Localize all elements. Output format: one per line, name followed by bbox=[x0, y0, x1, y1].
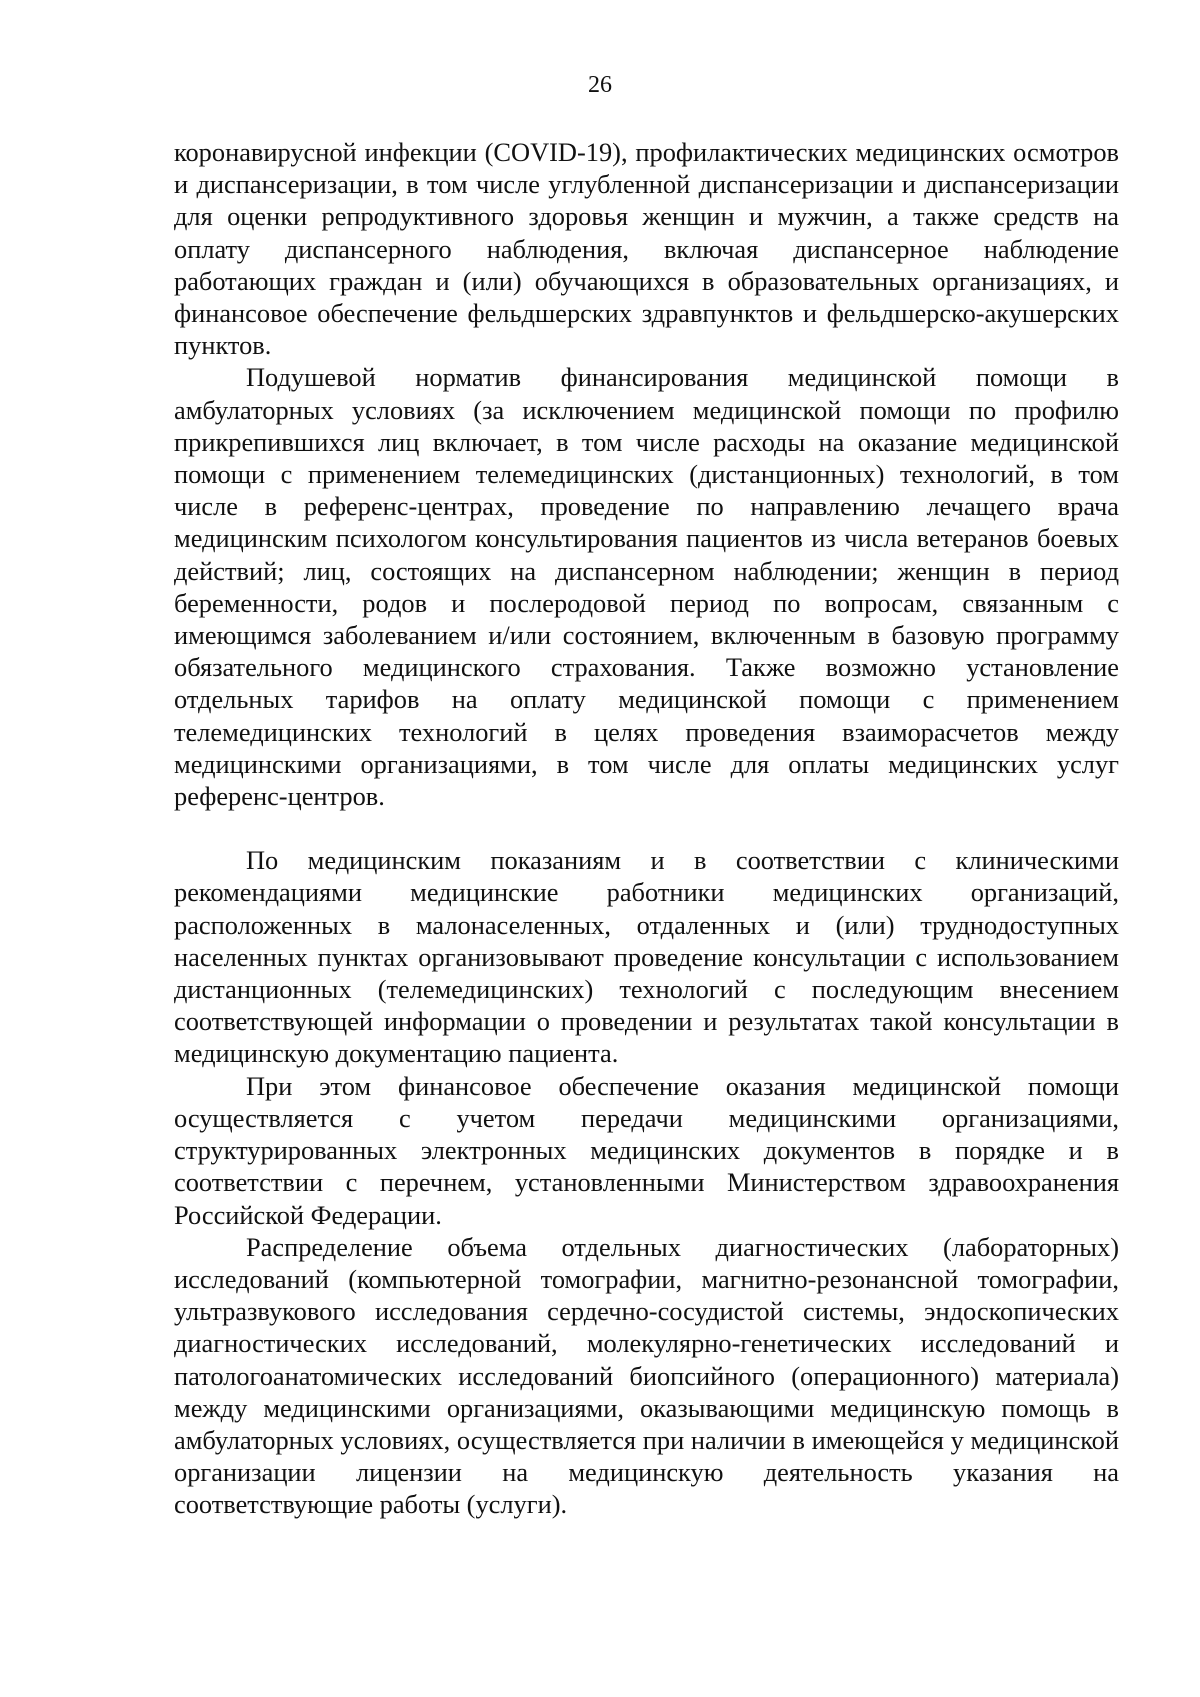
paragraph-capitation-standard: Подушевой норматив финансирования медицинской помощи в амбулаторных условиях (за исключением медицинской помощи по профилю прикрепившихся лиц включает, в том числе расходы на оказание медицинской помощи с применением телемедицинских (дистанционных) технологий, в том числе в референс-центрах, проведение по направлению лечащего врача медицинским психологом консультирования пациентов из числа ветеранов боевых действий; лиц, состоящих на диспансерном наблюдении; женщин в период беременности, родов и послеродовой период по вопросам, связанным с имеющимся заболеванием и/или состоянием, включенным в базовую программу обязательного медицинского страхования. Также возможно установление отдельных тарифов на оплату медицинской помощи с применением телемедицинских технологий в целях проведения взаиморасчетов между медицинскими организациями, в том числе для оплаты медицинских услуг референс-центров. bbox=[174, 362, 1119, 812]
paragraph-diagnostic-distribution: Распределение объема отдельных диагностических (лабораторных) исследований (компьютерной томографии, магнитно-резонансной томографии, ультразвукового исследования сердечно-сосудистой системы, эндоскопических диагностических исследований, молекулярно-генетических исследований и патологоанатомических исследований биопсийного (операционного) материала) между медицинскими организациями, оказывающими медицинскую помощь в амбулаторных условиях, осуществляется при наличии в имеющейся у медицинской организации лицензии на медицинскую деятельность указания на соответствующие работы (услуги). bbox=[174, 1231, 1119, 1520]
document-body bbox=[174, 136, 1119, 1521]
paragraph-telemedicine-consultations: По медицинским показаниям и в соответствии с клиническими рекомендациями медицинские работники медицинских организаций, расположенных в малонаселенных, отдаленных и (или) труднодоступных населенных пунктах организовывают проведение консультации с использованием дистанционных (телемедицинских) технологий с последующим внесением соответствующей информации о проведении и результатах такой консультации в медицинскую документацию пациента. bbox=[174, 845, 1119, 1069]
paragraph-continuation: коронавирусной инфекции (COVID-19), профилактических медицинских осмотров и диспансеризации, в том числе углубленной диспансеризации и диспансеризации для оценки репродуктивного здоровья женщин и мужчин, а также средств на оплату диспансерного наблюдения, включая диспансерное наблюдение работающих граждан и (или) обучающихся в образовательных организациях, и финансовое обеспечение фельдшерских здравпунктов и фельдшерско-акушерских пунктов. bbox=[174, 137, 1119, 361]
paragraph-financial-support: При этом финансовое обеспечение оказания медицинской помощи осуществляется с учетом передачи медицинскими организациями, структурированных электронных медицинских документов в порядке и в соответствии с перечнем, установленными Министерством здравоохранения Российской Федерации. bbox=[174, 1070, 1119, 1230]
page-number: 26 bbox=[588, 72, 612, 98]
